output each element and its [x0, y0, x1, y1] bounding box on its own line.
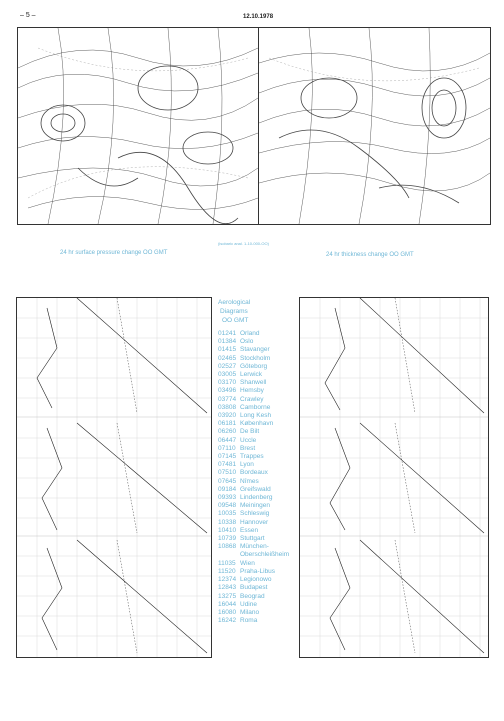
station-list-block	[218, 298, 298, 625]
station-item	[218, 469, 298, 477]
station-code: 03774	[218, 395, 237, 403]
station-code: 16242	[218, 617, 237, 625]
left-map-caption: 24 hr surface pressure change OO GMT	[60, 250, 168, 256]
stations-heading-1: Aerological	[218, 299, 251, 306]
station-item	[218, 428, 298, 436]
station-name: Stavanger	[240, 346, 270, 354]
station-item	[218, 363, 298, 371]
station-item	[218, 338, 298, 346]
station-name: Orland	[240, 330, 260, 337]
station-name: Stockholm	[240, 354, 271, 362]
station-name: København	[240, 420, 274, 428]
station-code: 09393	[218, 494, 237, 502]
station-name: Göteborg	[240, 362, 268, 370]
station-name: Lerwick	[240, 371, 263, 379]
station-name: Praha-Libus	[240, 567, 276, 575]
station-code: 10035	[218, 510, 237, 518]
station-name: Stuttgart	[240, 535, 265, 543]
station-item	[218, 461, 298, 469]
aerological-diagrams-right	[299, 297, 489, 658]
station-name: Long Kesh	[240, 412, 272, 420]
station-code: 10338	[218, 518, 237, 526]
stations-heading-2: Diagrams	[220, 308, 248, 315]
station-item	[218, 437, 298, 445]
station-item	[218, 412, 298, 420]
station-code: 01415	[218, 346, 237, 354]
station-item	[218, 543, 298, 551]
station-item	[218, 519, 298, 527]
station-name: Camborne	[240, 403, 271, 411]
station-name: Legionowo	[240, 576, 272, 584]
station-item	[218, 510, 298, 518]
station-code: 03496	[218, 387, 237, 395]
station-item	[218, 576, 298, 584]
station-item	[218, 453, 298, 461]
station-code: 16080	[218, 608, 237, 616]
station-name: Shanwell	[240, 379, 267, 387]
station-item	[218, 494, 298, 502]
station-name: Crawley	[240, 395, 264, 403]
station-code: 13275	[218, 592, 237, 600]
station-item	[218, 396, 298, 404]
station-name: Greifswald	[240, 485, 271, 493]
page-date: 12.10.1978	[243, 14, 274, 20]
station-item	[218, 445, 298, 453]
station-name: Hannover	[240, 518, 269, 526]
station-name: Milano	[240, 608, 260, 616]
station-item	[218, 601, 298, 609]
station-code: 09184	[218, 485, 237, 493]
station-code: 01384	[218, 338, 237, 346]
station-name: De Bilt	[240, 428, 260, 436]
station-name: Bordeaux	[240, 469, 268, 477]
station-item	[218, 609, 298, 617]
station-code: 03808	[218, 403, 237, 411]
right-map-caption: 24 hr thickness change OO GMT	[326, 252, 414, 258]
station-list	[218, 330, 298, 625]
station-name: Roma	[240, 617, 258, 625]
station-item	[218, 502, 298, 510]
station-code: 01241	[218, 330, 237, 337]
station-code: 10410	[218, 526, 237, 534]
station-code: 02465	[218, 354, 237, 362]
station-code: 03920	[218, 412, 237, 420]
station-item	[218, 527, 298, 535]
station-code: 03005	[218, 371, 237, 379]
station-item	[218, 404, 298, 412]
station-name: Nîmes	[240, 477, 259, 485]
station-code: 12843	[218, 584, 237, 592]
station-name: Essen	[240, 526, 259, 534]
station-name: München-	[240, 543, 269, 551]
station-item	[218, 568, 298, 576]
station-name: Trappes	[240, 453, 264, 461]
station-code: 11520	[218, 567, 236, 575]
station-name: Oberschleißheim	[240, 551, 290, 559]
aerological-diagrams-left	[16, 297, 212, 658]
station-code: 16044	[218, 600, 237, 608]
station-code: 03170	[218, 379, 237, 387]
station-code: 07645	[218, 477, 237, 485]
station-item	[218, 387, 298, 395]
station-item	[218, 330, 298, 338]
station-item	[218, 551, 298, 559]
station-code: 07481	[218, 461, 237, 469]
station-name: Udine	[240, 600, 257, 608]
station-code: 06181	[218, 420, 237, 428]
thickness-change-map	[258, 27, 491, 225]
station-code: 07145	[218, 453, 237, 461]
station-code: 12374	[218, 576, 237, 584]
station-name: Wien	[240, 559, 255, 567]
station-code: 06260	[218, 428, 237, 436]
station-name: Lindenberg	[240, 494, 273, 502]
station-code: 09548	[218, 502, 237, 510]
surface-pressure-change-map	[17, 27, 259, 225]
station-name: Beograd	[240, 592, 265, 600]
station-code: 07110	[218, 444, 236, 452]
station-item	[218, 584, 298, 592]
station-name: Oslo	[240, 338, 254, 346]
station-item	[218, 478, 298, 486]
station-code: 02527	[218, 362, 237, 370]
station-code: 11035	[218, 559, 236, 567]
station-code: 07510	[218, 469, 237, 477]
stations-heading-3: OO GMT	[222, 317, 249, 324]
station-item	[218, 346, 298, 354]
station-name: Lyon	[240, 461, 254, 469]
station-item	[218, 486, 298, 494]
station-item	[218, 379, 298, 387]
station-code: 10739	[218, 535, 237, 543]
station-item	[218, 420, 298, 428]
page-number: – 5 –	[20, 12, 36, 19]
station-item	[218, 355, 298, 363]
station-code: 06447	[218, 436, 237, 444]
station-item	[218, 371, 298, 379]
center-map-caption: (isobaric anal. 1-10-000-OO)	[218, 241, 269, 246]
station-code: 10868	[218, 543, 237, 551]
station-name: Schleswig	[240, 510, 270, 518]
station-name: Meiningen	[240, 502, 270, 510]
station-item	[218, 593, 298, 601]
station-name: Budapest	[240, 584, 268, 592]
station-name: Uccle	[240, 436, 257, 444]
station-name: Brest	[240, 444, 256, 452]
station-item	[218, 560, 298, 568]
station-item	[218, 535, 298, 543]
station-item	[218, 617, 298, 625]
station-name: Hemsby	[240, 387, 264, 395]
